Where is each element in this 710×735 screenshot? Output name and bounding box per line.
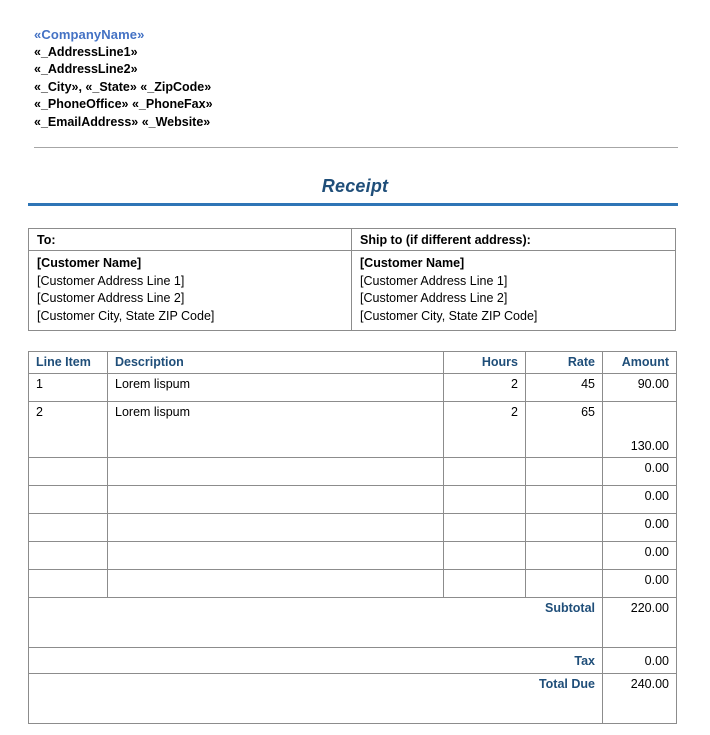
bill-to-box	[29, 229, 352, 330]
company-city-state-zip: «_City», «_State» «_ZipCode»	[34, 79, 212, 94]
cell-line-item[interactable]	[29, 486, 108, 514]
cell-amount[interactable]: 0.00	[603, 570, 677, 598]
cell-hours[interactable]	[444, 542, 526, 570]
cell-amount[interactable]: 0.00	[603, 514, 677, 542]
cell-rate[interactable]	[526, 486, 603, 514]
cell-description[interactable]	[108, 486, 444, 514]
cell-description[interactable]	[108, 514, 444, 542]
ship-to-body	[352, 251, 675, 330]
line-items-table	[28, 351, 677, 724]
title-underline-rule	[28, 203, 678, 206]
cell-description[interactable]: Lorem lispum	[108, 374, 444, 402]
address-boxes	[28, 228, 676, 331]
cell-rate[interactable]	[526, 570, 603, 598]
cell-line-item[interactable]	[29, 514, 108, 542]
table-row[interactable]	[29, 402, 677, 458]
cell-amount[interactable]: 0.00	[603, 486, 677, 514]
cell-amount[interactable]: 130.00	[603, 402, 677, 458]
bill-to-line-2: [Customer Address Line 2]	[37, 291, 185, 305]
column-header-description: Description	[108, 352, 444, 374]
subtotal-value[interactable]: 220.00	[603, 598, 677, 648]
ship-to-heading: Ship to (if different address):	[352, 229, 675, 251]
cell-hours[interactable]	[444, 458, 526, 486]
bill-to-body	[29, 251, 351, 330]
cell-line-item[interactable]	[29, 570, 108, 598]
subtotal-row	[29, 598, 677, 648]
cell-description[interactable]	[108, 570, 444, 598]
total-due-row	[29, 674, 677, 724]
ship-to-box	[352, 229, 675, 330]
header-divider	[34, 147, 678, 148]
cell-amount[interactable]: 0.00	[603, 458, 677, 486]
cell-description[interactable]	[108, 542, 444, 570]
company-email-website: «_EmailAddress» «_Website»	[34, 114, 211, 129]
tax-row	[29, 648, 677, 674]
cell-amount[interactable]: 0.00	[603, 542, 677, 570]
bill-to-city-state-zip: [Customer City, State ZIP Code]	[37, 308, 215, 323]
tax-label: Tax	[29, 648, 603, 674]
total-due-value[interactable]: 240.00	[603, 674, 677, 724]
subtotal-label: Subtotal	[29, 598, 603, 648]
company-address-line-1: «_AddressLine1»	[34, 44, 138, 59]
cell-rate[interactable]: 45	[526, 374, 603, 402]
cell-hours[interactable]	[444, 486, 526, 514]
total-due-label: Total Due	[29, 674, 603, 724]
ship-to-line-1: [Customer Address Line 1]	[360, 273, 508, 288]
company-address-line-2: «_AddressLine2»	[34, 62, 138, 76]
ship-to-line-2: [Customer Address Line 2]	[360, 291, 508, 305]
bill-to-line-1: [Customer Address Line 1]	[37, 273, 185, 288]
column-header-rate: Rate	[526, 352, 603, 374]
column-header-amount: Amount	[603, 352, 677, 374]
cell-line-item[interactable]	[29, 542, 108, 570]
company-name: «CompanyName»	[34, 27, 145, 42]
table-row[interactable]	[29, 542, 677, 570]
company-letterhead	[34, 26, 684, 131]
cell-hours[interactable]	[444, 514, 526, 542]
table-row[interactable]	[29, 458, 677, 486]
table-row[interactable]	[29, 374, 677, 402]
cell-rate[interactable]: 65	[526, 402, 603, 458]
cell-description[interactable]	[108, 458, 444, 486]
company-phone-fax: «_PhoneOffice» «_PhoneFax»	[34, 97, 213, 111]
ship-to-customer-name: [Customer Name]	[360, 256, 465, 270]
cell-line-item[interactable]: 1	[29, 374, 108, 402]
document-title: Receipt	[321, 176, 389, 196]
table-header-row	[29, 352, 677, 374]
ship-to-city-state-zip: [Customer City, State ZIP Code]	[360, 308, 538, 323]
cell-rate[interactable]	[526, 542, 603, 570]
cell-rate[interactable]	[526, 458, 603, 486]
cell-line-item[interactable]: 2	[29, 402, 108, 458]
cell-rate[interactable]	[526, 514, 603, 542]
tax-value[interactable]: 0.00	[603, 648, 677, 674]
cell-amount[interactable]: 90.00	[603, 374, 677, 402]
cell-description[interactable]: Lorem lispum	[108, 402, 444, 458]
cell-hours[interactable]: 2	[444, 402, 526, 458]
bill-to-customer-name: [Customer Name]	[37, 256, 142, 270]
bill-to-heading: To:	[29, 229, 351, 251]
cell-line-item[interactable]	[29, 458, 108, 486]
table-row[interactable]	[29, 570, 677, 598]
column-header-hours: Hours	[444, 352, 526, 374]
table-row[interactable]	[29, 514, 677, 542]
column-header-line-item: Line Item	[29, 352, 108, 374]
cell-hours[interactable]	[444, 570, 526, 598]
cell-hours[interactable]: 2	[444, 374, 526, 402]
table-row[interactable]	[29, 486, 677, 514]
